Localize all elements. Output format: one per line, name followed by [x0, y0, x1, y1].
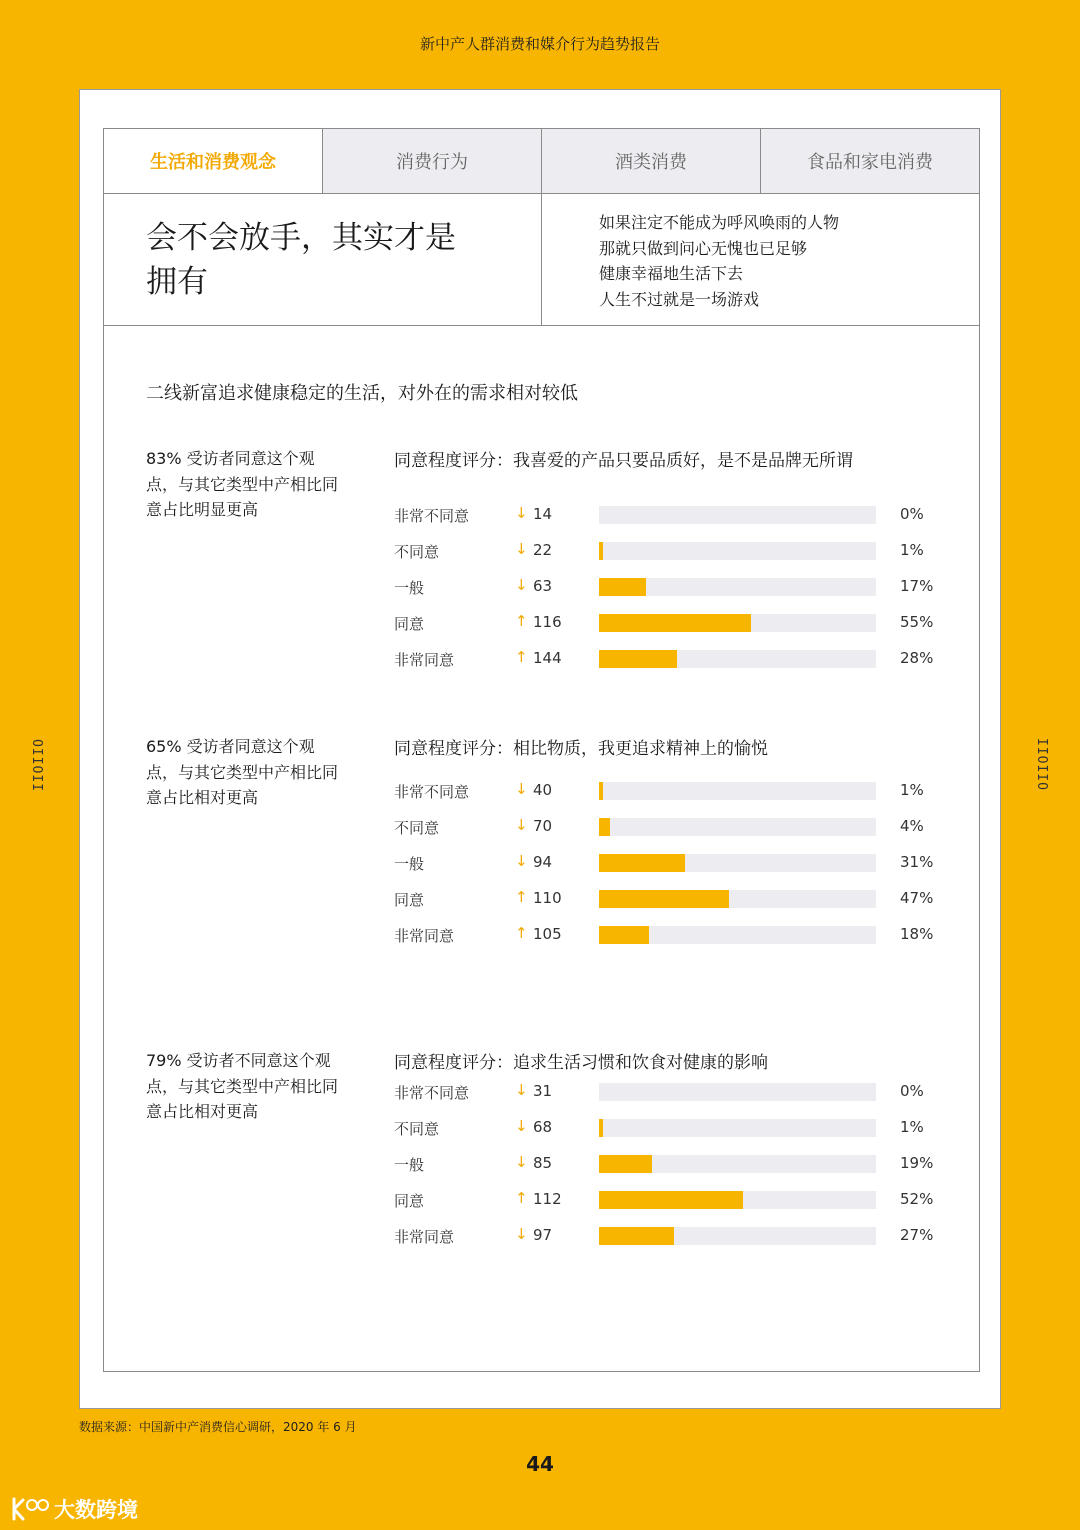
bar-track: [599, 614, 876, 632]
bar-row: [394, 1082, 954, 1102]
bar-row: [394, 649, 954, 669]
watermark-text: 大数跨境: [54, 1498, 138, 1522]
index-value: 94: [533, 853, 553, 871]
percent-label: 28%: [900, 649, 934, 667]
percent-label: 31%: [900, 853, 934, 871]
percent-label: 0%: [900, 1082, 924, 1100]
category-label: 同意: [394, 891, 425, 909]
arrow-down-icon: ↓: [515, 540, 528, 558]
bar-fill: [599, 854, 685, 872]
percent-label: 18%: [900, 925, 934, 943]
arrow-down-icon: ↓: [515, 1117, 528, 1135]
percent-label: 17%: [900, 577, 934, 595]
chart-title: 同意程度评分：追求生活习惯和饮食对健康的影响: [394, 1053, 768, 1073]
bar-row: [394, 1118, 954, 1138]
arrow-down-icon: ↓: [515, 852, 528, 870]
percent-label: 19%: [900, 1154, 934, 1172]
arrow-up-icon: ↑: [515, 1189, 528, 1207]
bar-row: [394, 781, 954, 801]
bar-row: [394, 817, 954, 837]
percent-label: 52%: [900, 1190, 934, 1208]
category-label: 非常同意: [394, 651, 455, 669]
category-label: 非常同意: [394, 1228, 455, 1246]
right-side-mark: IIOIIO: [1034, 738, 1049, 791]
page-number: 44: [526, 1452, 554, 1476]
bar-row: [394, 541, 954, 561]
category-label: 非常不同意: [394, 1084, 470, 1102]
bar-row: [394, 1226, 954, 1246]
bar-track: [599, 854, 876, 872]
bar-row: [394, 1154, 954, 1174]
category-label: 不同意: [394, 819, 440, 837]
bar-fill: [599, 614, 751, 632]
category-label: 一般: [394, 579, 425, 597]
bar-fill: [599, 818, 610, 836]
watermark: [10, 1494, 138, 1524]
percent-label: 1%: [900, 541, 924, 559]
index-value: 85: [533, 1154, 553, 1172]
poem-line: 人生不过就是一场游戏: [599, 289, 760, 309]
index-value: 22: [533, 541, 553, 559]
tab-alcohol[interactable]: 酒类消费: [541, 129, 760, 193]
poem-line: 健康幸福地生活下去: [599, 264, 744, 283]
bar-fill: [599, 650, 677, 668]
bar-fill: [599, 890, 729, 908]
hero-poem: [542, 194, 839, 325]
bar-track: [599, 578, 876, 596]
index-value: 70: [533, 817, 553, 835]
index-value: 68: [533, 1118, 553, 1136]
arrow-down-icon: ↓: [515, 1153, 528, 1171]
report-title: 新中产人群消费和媒介行为趋势报告: [419, 35, 660, 53]
index-value: 97: [533, 1226, 553, 1244]
content-panel: [79, 89, 1001, 1409]
bar-track: [599, 1083, 876, 1101]
data-source: 数据来源：中国新中产消费信心调研，2020 年 6 月: [79, 1420, 357, 1434]
bar-row: [394, 889, 954, 909]
bar-fill: [599, 1155, 652, 1173]
percent-label: 47%: [900, 889, 934, 907]
hero-title: 会不会放手，其实才是拥有: [146, 220, 456, 300]
bar-track: [599, 650, 876, 668]
arrow-down-icon: ↓: [515, 816, 528, 834]
index-value: 110: [533, 889, 562, 907]
percent-label: 27%: [900, 1226, 934, 1244]
tab-consumption-behavior[interactable]: 消费行为: [322, 129, 541, 193]
chart-title: 同意程度评分：我喜爱的产品只要品质好，是不是品牌无所谓: [394, 451, 853, 471]
index-value: 105: [533, 925, 562, 943]
category-label: 非常不同意: [394, 507, 470, 525]
index-value: 63: [533, 577, 553, 595]
bar-row: [394, 1190, 954, 1210]
category-label: 一般: [394, 1156, 425, 1174]
bar-track: [599, 782, 876, 800]
category-label: 同意: [394, 615, 425, 633]
arrow-down-icon: ↓: [515, 780, 528, 798]
bar-track: [599, 818, 876, 836]
arrow-down-icon: ↓: [515, 504, 528, 522]
arrow-down-icon: ↓: [515, 576, 528, 594]
bar-track: [599, 542, 876, 560]
bar-fill: [599, 578, 646, 596]
chart-title: 同意程度评分：相比物质，我更追求精神上的愉悦: [394, 739, 768, 759]
bar-fill: [599, 782, 603, 800]
bar-fill: [599, 542, 603, 560]
hero-banner: [104, 194, 979, 326]
section-title: 二线新富追求健康稳定的生活，对外在的需求相对较低: [146, 383, 578, 404]
bar-track: [599, 1191, 876, 1209]
percent-label: 1%: [900, 1118, 924, 1136]
bar-row: [394, 853, 954, 873]
percent-label: 0%: [900, 505, 924, 523]
arrow-down-icon: ↓: [515, 1225, 528, 1243]
bar-track: [599, 890, 876, 908]
category-label: 一般: [394, 855, 425, 873]
poem-line: 如果注定不能成为呼风唤雨的人物: [599, 213, 840, 232]
bar-row: [394, 925, 954, 945]
bar-row: [394, 505, 954, 525]
index-value: 116: [533, 613, 562, 631]
percent-label: 55%: [900, 613, 934, 631]
watermark-logo-icon: [10, 1495, 50, 1523]
tab-food-appliance[interactable]: 食品和家电消费: [760, 129, 979, 193]
arrow-up-icon: ↑: [515, 924, 528, 942]
bar-fill: [599, 1191, 743, 1209]
chart-note: 83% 受访者同意这个观点，与其它类型中产相比同意占比明显更高: [146, 449, 339, 519]
bar-track: [599, 1155, 876, 1173]
bar-fill: [599, 1227, 674, 1245]
arrow-down-icon: ↓: [515, 1081, 528, 1099]
chart-note: 79% 受访者不同意这个观点，与其它类型中产相比同意占比相对更高: [146, 1051, 339, 1121]
tab-lifestyle[interactable]: 生活和消费观念: [104, 129, 322, 193]
bar-fill: [599, 1119, 603, 1137]
category-label: 不同意: [394, 543, 440, 561]
bar-row: [394, 613, 954, 633]
left-side-mark: IIOIIO: [32, 738, 47, 791]
bar-track: [599, 926, 876, 944]
percent-label: 4%: [900, 817, 924, 835]
bar-row: [394, 577, 954, 597]
category-label: 不同意: [394, 1120, 440, 1138]
chart-note: 65% 受访者同意这个观点，与其它类型中产相比同意占比相对更高: [146, 737, 339, 807]
arrow-up-icon: ↑: [515, 888, 528, 906]
percent-label: 1%: [900, 781, 924, 799]
category-label: 非常不同意: [394, 783, 470, 801]
bar-fill: [599, 926, 649, 944]
index-value: 144: [533, 649, 562, 667]
index-value: 112: [533, 1190, 562, 1208]
category-label: 同意: [394, 1192, 425, 1210]
category-label: 非常同意: [394, 927, 455, 945]
index-value: 40: [533, 781, 553, 799]
arrow-up-icon: ↑: [515, 648, 528, 666]
index-value: 31: [533, 1082, 553, 1100]
index-value: 14: [533, 505, 553, 523]
content-frame: [103, 128, 980, 1372]
bar-track: [599, 1119, 876, 1137]
bar-track: [599, 506, 876, 524]
bar-track: [599, 1227, 876, 1245]
poem-line: 那就只做到问心无愧也已足够: [599, 238, 808, 258]
section-tabs: [104, 129, 979, 194]
arrow-up-icon: ↑: [515, 612, 528, 630]
